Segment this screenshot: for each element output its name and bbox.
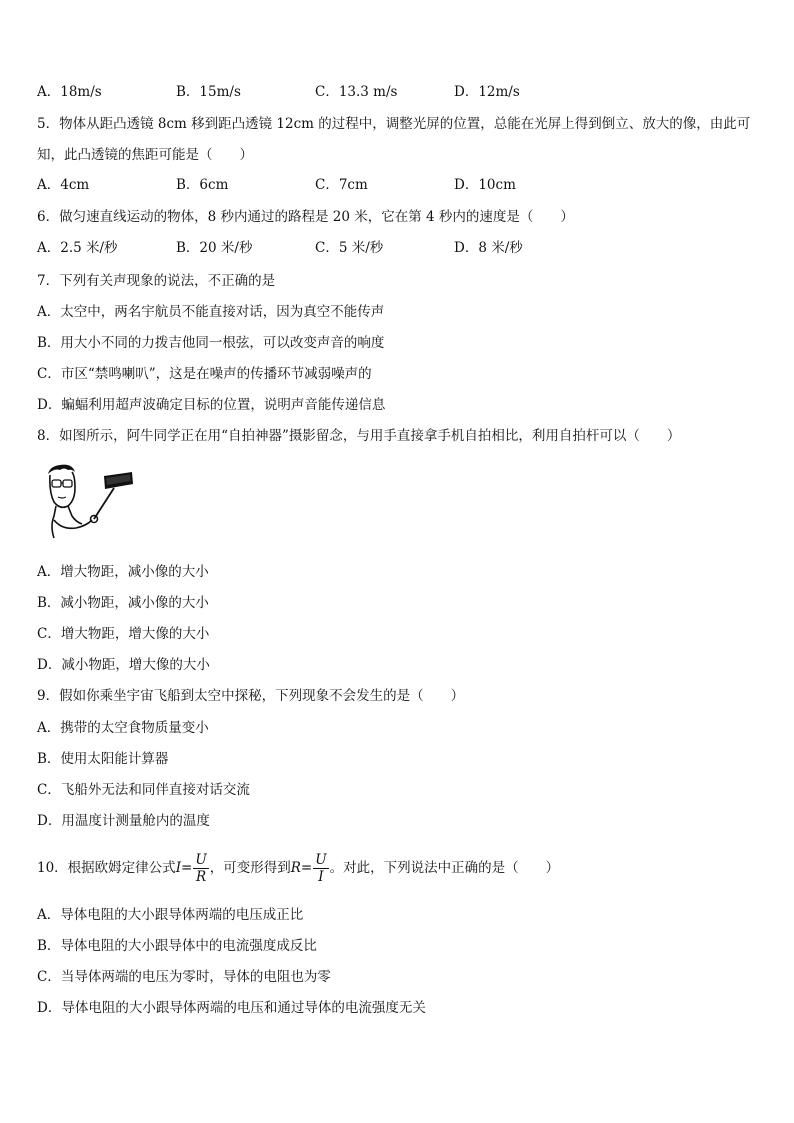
q6-option-a: A．2.5 米/秒: [37, 240, 118, 256]
q10-prefix: 10．根据欧姆定律公式: [37, 860, 176, 876]
q10-formula2-lhs: R=: [290, 860, 313, 876]
q4-option-c: C．13.3 m/s: [315, 84, 398, 100]
q10-formula1-fraction: [193, 852, 208, 885]
q10-suffix: 。对此，下列说法中正确的是（ ）: [329, 860, 560, 876]
q10-formula1-lhs: I=: [175, 860, 193, 876]
q10-middle: ，可变形得到: [209, 860, 291, 876]
q9-option-b: B．使用太阳能计算器: [37, 751, 169, 767]
q4-option-d: D．12m/s: [454, 84, 520, 100]
q10-option-a: A．导体电阻的大小跟导体两端的电压成正比: [37, 907, 304, 923]
q9-option-a: A．携带的太空食物质量变小: [37, 720, 209, 736]
q6-option-d: D．8 米/秒: [454, 240, 523, 256]
q10-option-c: C．当导体两端的电压为零时，导体的电阻也为零: [37, 969, 331, 985]
q4-option-b: B．15m/s: [176, 84, 241, 100]
q8-option-c: C．增大物距，增大像的大小: [37, 626, 210, 642]
q5-option-c: C．7cm: [315, 177, 368, 193]
selfie-stick-cartoon-icon: [42, 462, 134, 544]
q6-stem: 6．做匀速直线运动的物体，8 秒内通过的路程是 20 米，它在第 4 秒内的速度是（ ）: [37, 209, 574, 225]
q8-option-d: D．减小物距，增大像的大小: [37, 657, 210, 673]
q7-stem: 7．下列有关声现象的说法，不正确的是: [37, 273, 276, 289]
q10-formula1-denominator: R: [195, 869, 207, 885]
q6-option-c: C．5 米/秒: [315, 240, 384, 256]
q10-formula2-fraction: [313, 852, 328, 885]
q5-stem-line1: 5．物体从距凸透镜 8cm 移到距凸透镜 12cm 的过程中，调整光屏的位置，总能在光屏上得到倒立、放大的像，由此可: [37, 116, 751, 132]
q10-option-b: B．导体电阻的大小跟导体中的电流强度成反比: [37, 938, 317, 954]
q8-stem: 8．如图所示，阿牛同学正在用“自拍神器”摄影留念，与用手直接拿手机自拍相比，利用自拍杆可以（ ）: [37, 428, 681, 444]
q7-option-d: D．蝙蝠利用超声波确定目标的位置，说明声音能传递信息: [37, 397, 386, 413]
q10-option-d: D．导体电阻的大小跟导体两端的电压和通过导体的电流强度无关: [37, 1000, 426, 1016]
q5-option-d: D．10cm: [454, 177, 516, 193]
q9-option-d: D．用温度计测量舱内的温度: [37, 813, 210, 829]
q10-formula2-numerator: U: [315, 852, 327, 868]
q5-option-a: A．4cm: [37, 177, 90, 193]
q8-option-a: A．增大物距，减小像的大小: [37, 564, 209, 580]
q7-option-c: C．市区“禁鸣喇叭”，这是在噪声的传播环节减弱噪声的: [37, 366, 372, 382]
q4-option-a: A．18m/s: [37, 84, 102, 100]
q5-option-b: B．6cm: [176, 177, 229, 193]
q7-option-b: B．用大小不同的力拨吉他同一根弦，可以改变声音的响度: [37, 335, 385, 351]
q8-option-b: B．减小物距，减小像的大小: [37, 595, 209, 611]
q7-option-a: A．太空中，两名宇航员不能直接对话，因为真空不能传声: [37, 304, 385, 320]
q10-formula2-denominator: I: [318, 869, 324, 885]
q5-stem-line2: 知，此凸透镜的焦距可能是（ ）: [37, 147, 253, 163]
q9-option-c: C．飞船外无法和同伴直接对话交流: [37, 782, 250, 798]
q9-stem: 9．假如你乘坐宇宙飞船到太空中探秘，下列现象不会发生的是（ ）: [37, 688, 465, 704]
q10-stem: [37, 851, 559, 885]
q10-formula1-numerator: U: [195, 852, 207, 868]
q6-option-b: B．20 米/秒: [176, 240, 253, 256]
